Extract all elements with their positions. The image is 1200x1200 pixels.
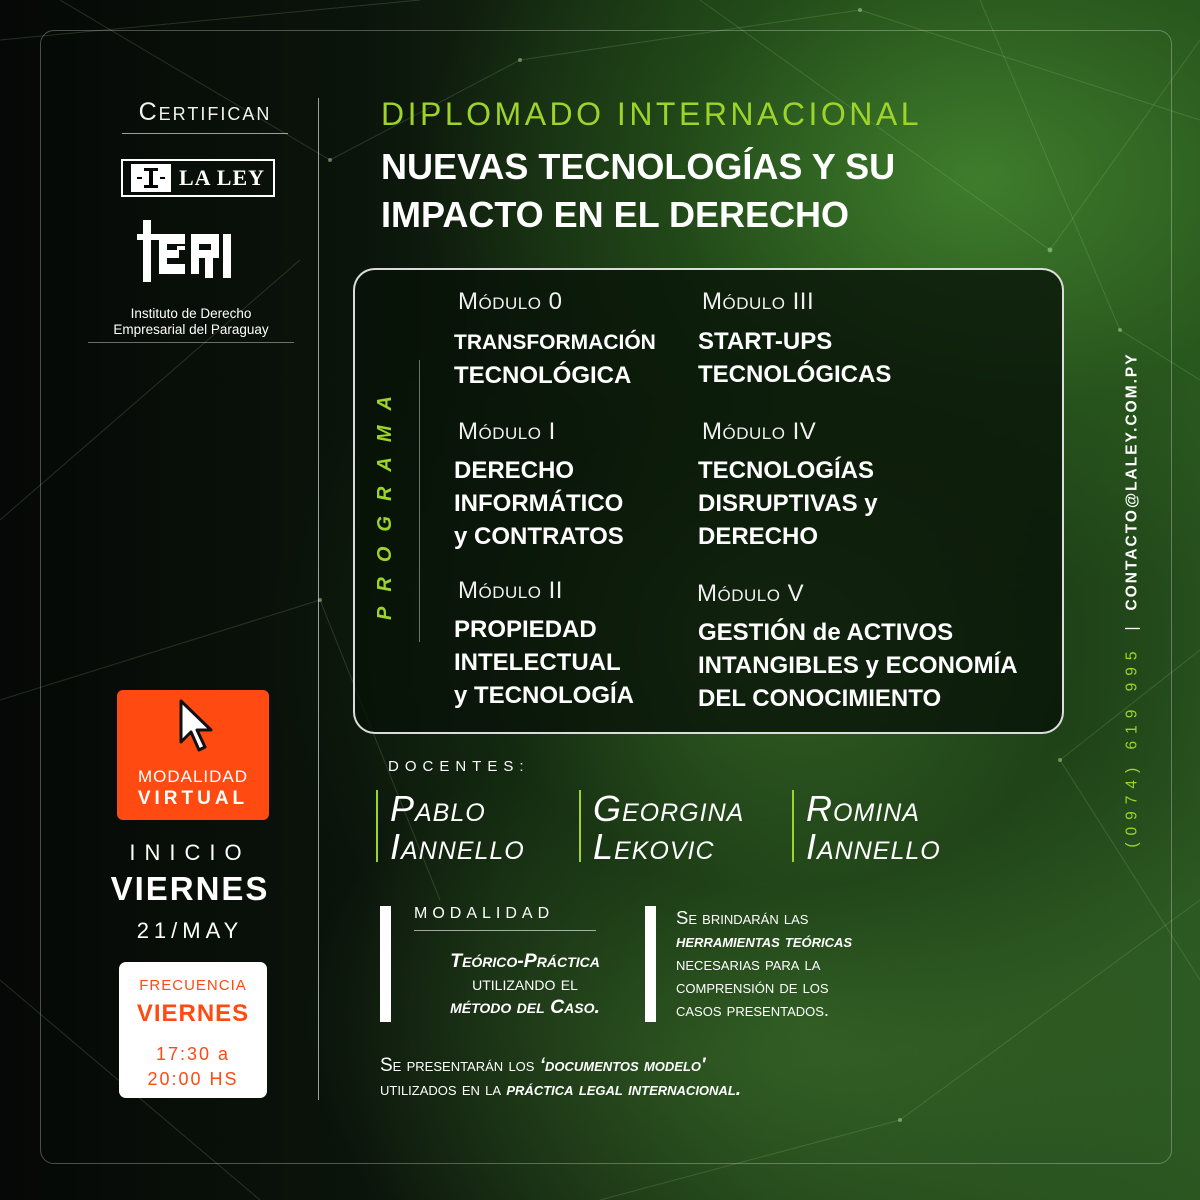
module-5-line2: INTANGIBLES y ECONOMÍA xyxy=(698,652,1018,679)
herramientas-line5: casos presentados. xyxy=(676,999,830,1020)
module-1-line1: DERECHO xyxy=(454,457,575,484)
documentos-line1-a: Se presentarán los xyxy=(380,1055,540,1076)
docente-1-bar xyxy=(376,790,378,862)
course-title-line1: NUEVAS TECNOLOGÍAS Y SU xyxy=(381,146,896,187)
frecuencia-card xyxy=(119,962,267,1098)
ider-name xyxy=(88,306,294,343)
herramientas-text xyxy=(676,906,956,1021)
docente-3-first: Romina xyxy=(806,788,920,829)
module-3-heading: Módulo III xyxy=(702,288,815,315)
module-5-line3: DEL CONOCIMIENTO xyxy=(698,685,942,712)
modalidad-info-label: MODALIDAD xyxy=(414,905,596,931)
docente-2 xyxy=(593,790,744,866)
horario xyxy=(119,1042,267,1092)
contact-vertical xyxy=(1113,340,1153,860)
docente-1 xyxy=(390,790,525,866)
docente-3-bar xyxy=(792,790,794,862)
module-5-heading: Módulo V xyxy=(697,580,805,607)
frecuencia-label: FRECUENCIA xyxy=(139,977,247,994)
inicio-label: INICIO xyxy=(129,840,251,865)
documentos-line2-b: práctica legal internacional. xyxy=(506,1079,742,1100)
module-2-line1: PROPIEDAD xyxy=(454,616,597,643)
docente-3-last: Iannello xyxy=(806,826,941,867)
module-3-title xyxy=(698,325,1058,391)
module-0-line1: TRANSFORMACIÓN xyxy=(454,331,656,354)
module-4-line1: TECNOLOGÍAS xyxy=(698,457,875,484)
herramientas-bar xyxy=(645,906,656,1022)
modalidad-info-text xyxy=(410,950,640,1019)
modalidad-info-bar xyxy=(380,906,391,1022)
module-4-title xyxy=(698,454,1058,553)
module-0-line2: TECNOLÓGICA xyxy=(454,362,632,389)
laley-logo-text: LA LEY xyxy=(178,165,266,190)
module-2-heading: Módulo II xyxy=(458,577,563,604)
module-2-line3: y TECNOLOGÍA xyxy=(454,682,635,709)
certifican-label: Certifican xyxy=(122,98,288,134)
contact-line xyxy=(1124,352,1142,847)
documentos-line1-b: ‘documentos modelo' xyxy=(539,1055,706,1076)
docente-2-first: Georgina xyxy=(593,788,745,829)
contact-phone[interactable]: (0974) 619 995 xyxy=(1124,644,1141,848)
program-divider xyxy=(419,360,420,642)
horario-line1: 17:30 a xyxy=(155,1044,231,1064)
module-2-line2: INTELECTUAL xyxy=(454,649,621,676)
module-3-line1: START-UPS xyxy=(698,328,833,355)
inicio-date: 21/MAY xyxy=(136,918,244,943)
documentos-line2-a: utilizados en la xyxy=(380,1079,507,1100)
course-title xyxy=(381,143,1001,239)
course-title-line2: IMPACTO EN EL DERECHO xyxy=(381,194,850,235)
horario-line2: 20:00 HS xyxy=(147,1069,239,1089)
documentos-text xyxy=(380,1054,940,1102)
module-1-line3: y CONTRATOS xyxy=(454,523,624,550)
herramientas-line3: necesarias para la xyxy=(676,953,821,974)
modalidad-info-line2: utilizando el xyxy=(472,973,578,995)
docente-1-last: Iannello xyxy=(390,826,525,867)
module-4-heading: Módulo IV xyxy=(702,418,817,445)
documentos-line1 xyxy=(380,1054,940,1078)
herramientas-line1: Se brindarán las xyxy=(676,907,809,928)
ider-name-line2: Empresarial del Paraguay xyxy=(113,322,269,337)
module-0-heading: Módulo 0 xyxy=(458,288,563,315)
contact-separator: | xyxy=(1124,624,1141,631)
ider-logo-icon xyxy=(137,220,241,300)
documentos-line2 xyxy=(380,1078,940,1102)
module-4-line3: DERECHO xyxy=(698,523,819,550)
modalidad-info-line3: método del Caso. xyxy=(450,996,600,1018)
program-label-text: PROGRAMA xyxy=(373,380,396,620)
program-label xyxy=(365,370,405,630)
modalidad-line2: VIRTUAL xyxy=(137,788,249,809)
module-5-title xyxy=(698,616,1048,715)
module-1-line2: INFORMÁTICO xyxy=(454,490,624,517)
herramientas-line2: herramientas teóricas xyxy=(676,930,853,951)
laley-mark-icon xyxy=(131,164,171,192)
docente-2-bar xyxy=(579,790,581,862)
modalidad-line1: MODALIDAD xyxy=(137,767,249,786)
modalidad-info-line1: Teórico-Práctica xyxy=(450,950,600,972)
course-kicker: DIPLOMADO INTERNACIONAL xyxy=(381,96,923,132)
module-5-line1: GESTIÓN de ACTIVOS xyxy=(698,619,954,646)
module-4-line2: DISRUPTIVAS y xyxy=(698,490,878,517)
herramientas-line4: comprensión de los xyxy=(676,976,829,997)
inicio-day: VIERNES xyxy=(110,870,270,907)
cursor-icon xyxy=(177,698,217,756)
laley-logo xyxy=(121,159,275,197)
docente-1-first: Pablo xyxy=(390,788,486,829)
module-3-line2: TECNOLÓGICAS xyxy=(698,361,892,388)
docente-3 xyxy=(806,790,941,866)
column-divider xyxy=(318,98,319,1100)
module-1-heading: Módulo I xyxy=(458,418,556,445)
docente-2-last: Lekovic xyxy=(593,826,715,867)
contact-email[interactable]: CONTACTO@LALEY.COM.PY xyxy=(1124,352,1141,611)
modalidad-virtual-badge xyxy=(117,690,269,820)
ider-name-line1: Instituto de Derecho xyxy=(130,306,252,321)
frecuencia-day: VIERNES xyxy=(136,1000,250,1027)
docentes-label: DOCENTES: xyxy=(388,758,530,775)
